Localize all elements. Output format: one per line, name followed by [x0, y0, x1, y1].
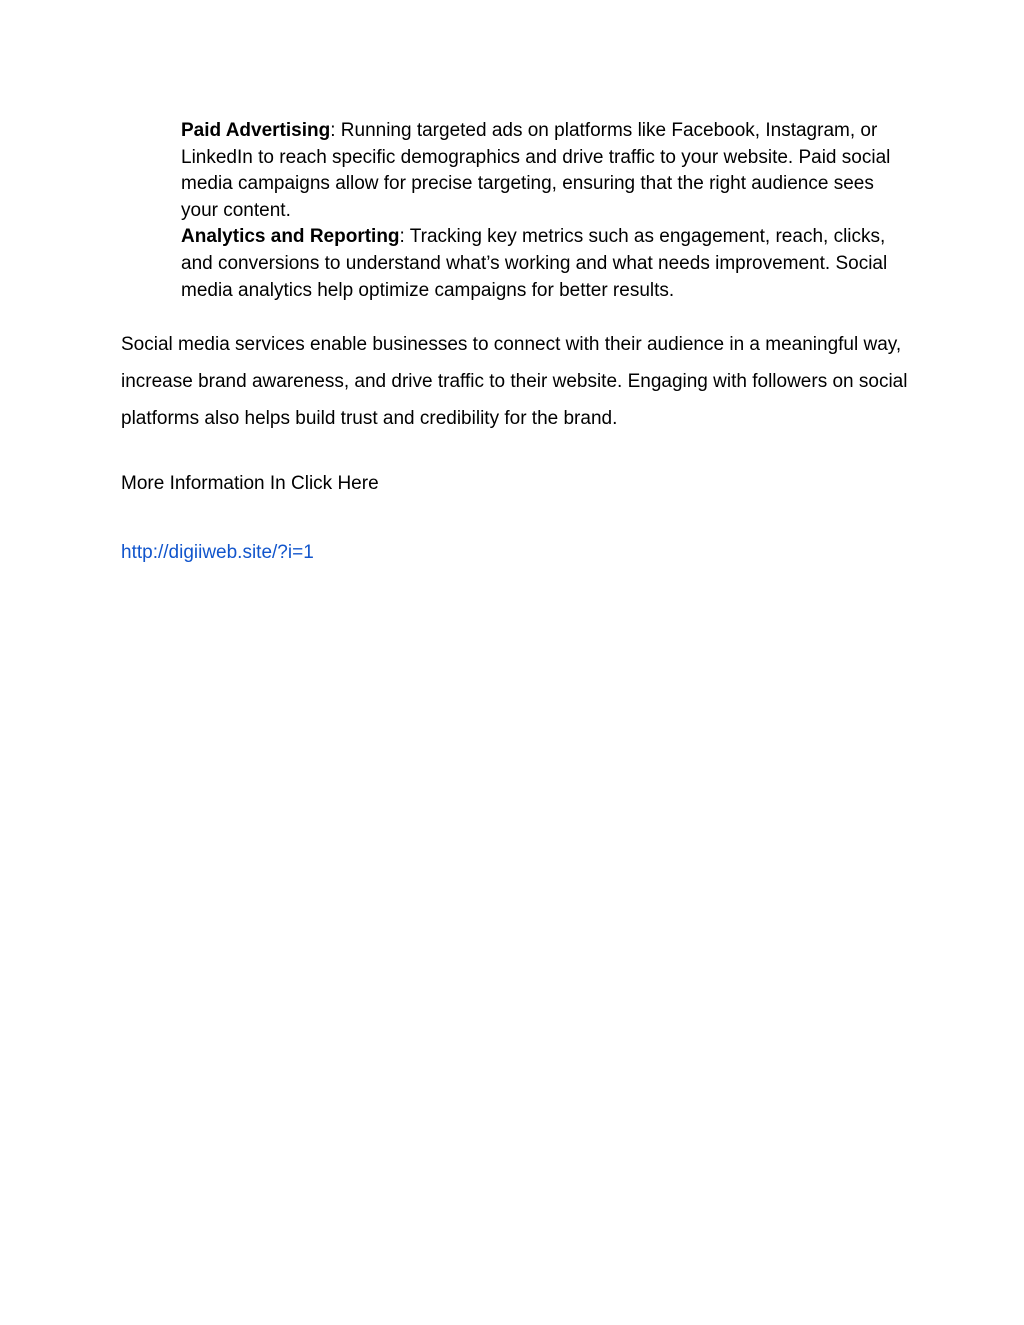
list-item-description: : Running targeted ads on platforms like Facebook, Instagram, or LinkedIn to reach specific demographics and drive traffic to your website. Paid social media campaigns allow for precise targeting, ensuring that the right audience sees your content.	[181, 120, 891, 221]
list-item-term: Paid Advertising	[181, 120, 331, 141]
website-link[interactable]: http://digiiweb.site/?i=1	[121, 542, 314, 563]
list-item-paid-advertising	[181, 118, 911, 224]
more-information-text: More Information In Click Here	[121, 473, 379, 494]
list-item-analytics-reporting	[181, 224, 911, 304]
list-item-term: Analytics and Reporting	[181, 226, 400, 248]
summary-paragraph: Social media services enable businesses to connect with their audience in a meaningful way, increase brand awareness, and drive traffic to their website. Engaging with followers on social platforms also helps build trust and credibility for the brand.	[121, 334, 908, 430]
list-item-description: : Tracking key metrics such as engagement, reach, clicks, and conversions to understand what’s working and what needs improvement. Social media analytics help optimize campaigns for better results.	[181, 226, 888, 301]
services-list	[181, 118, 911, 304]
